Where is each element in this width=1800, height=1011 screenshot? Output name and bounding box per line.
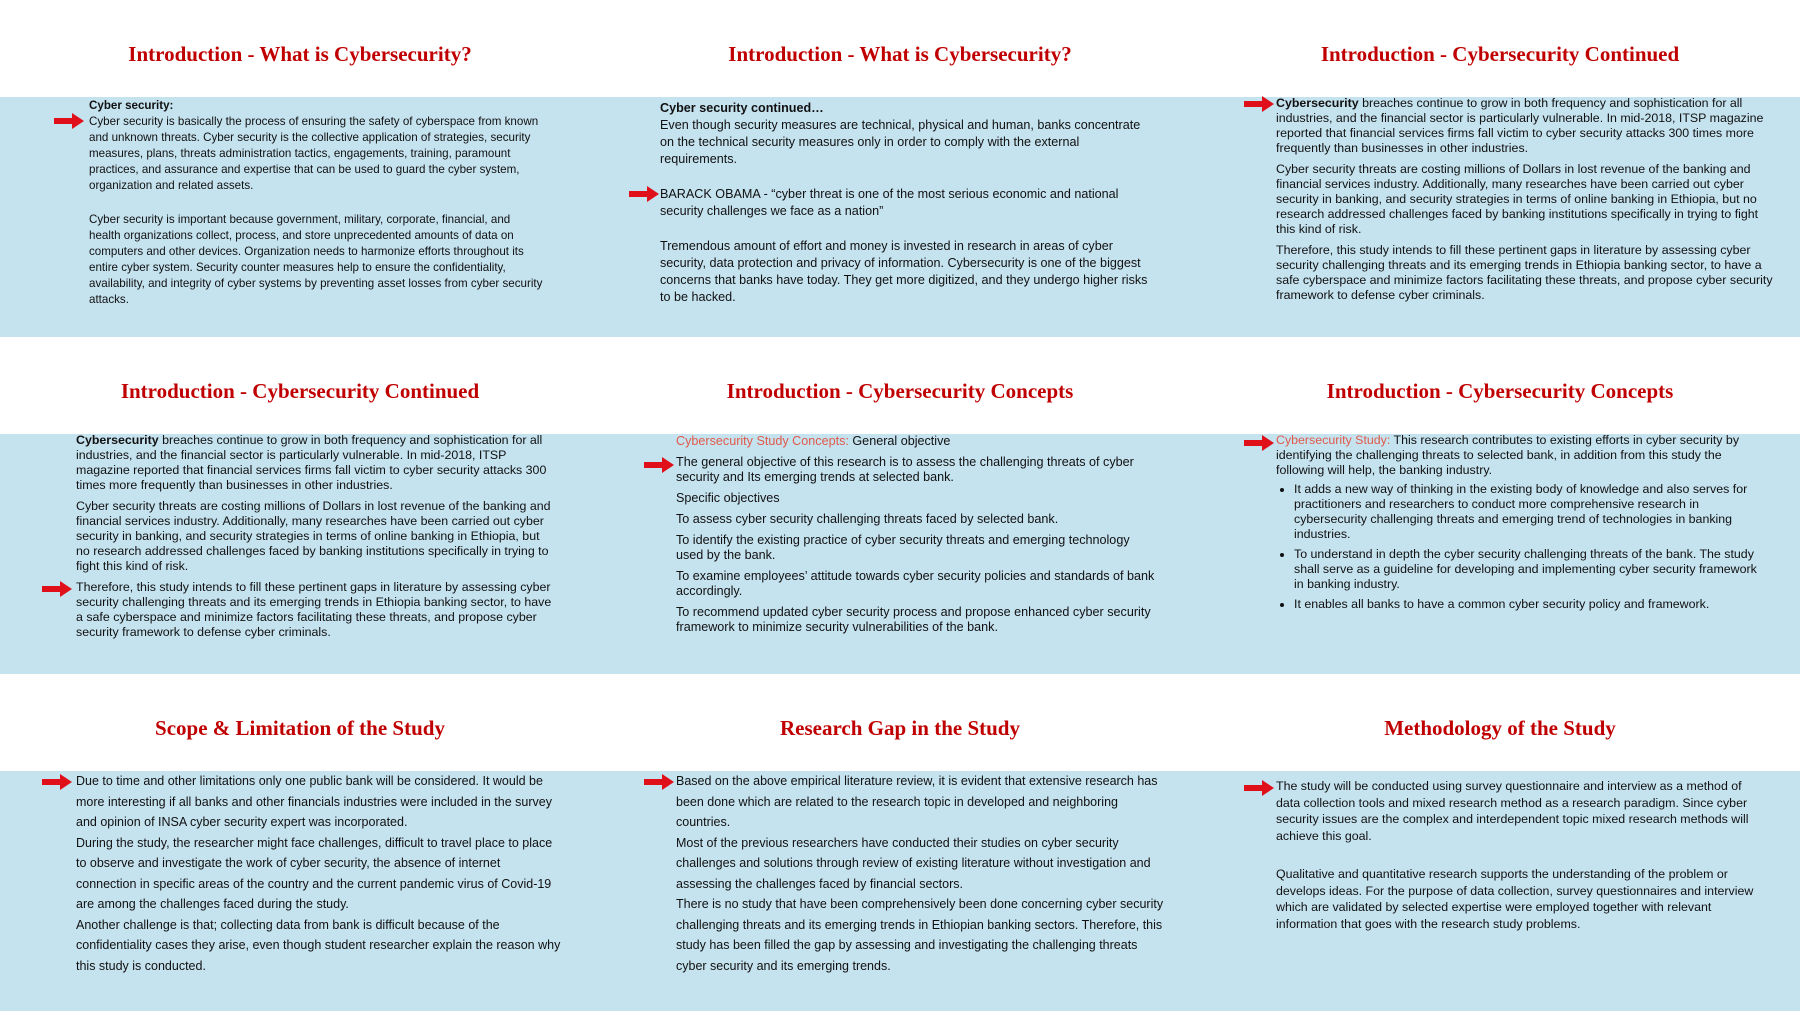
paragraph: Cyber security threats are costing millions of Dollars in lost revenue of the banking and financial services industry. Additionally, many researches have been carried out cyber security in banking, and security strategies in terms of online banking in Ethiopia, but no research addressed challenges faced by banking institutions specifically in trying to fight this kind of risk. [1276, 162, 1759, 236]
slide-1[interactable] [0, 0, 600, 337]
list-item: • To understand in depth the cyber security challenging threats of the bank. The study shall serve as a guideline for developing and implementing cyber security framework in banking industry. [1294, 547, 1766, 592]
red-arrow-icon [42, 774, 72, 790]
paragraph: To identify the existing practice of cyber security threats and emerging technology used by the bank. [676, 533, 1130, 562]
study-label: Cybersecurity Study: [1276, 433, 1391, 447]
red-arrow-icon [1244, 96, 1274, 112]
slide-title: Introduction - Cybersecurity Concepts [1326, 379, 1674, 403]
paragraph: BARACK OBAMA - “cyber threat is one of the most serious economic and national security challenges we face as a nation” [660, 187, 1119, 218]
red-arrow-icon [42, 581, 72, 597]
slide-6[interactable] [1200, 337, 1800, 674]
paragraph: The study will be conducted using survey questionnaire and interview as a method of data collection tools and mixed research method as a research paradigm. Since cyber security issues are the complex and interdependent topic mixed research methods will achieve this goal. [1276, 779, 1749, 843]
slide-heading: Cyber security continued… [660, 101, 824, 115]
slide-8[interactable] [600, 674, 1200, 1011]
slide-9[interactable] [1200, 674, 1800, 1011]
slide-title: Scope & Limitation of the Study [155, 716, 445, 740]
label-rest: General objective [848, 434, 951, 448]
paragraph: Specific objectives [676, 491, 780, 505]
paragraph: Based on the above empirical literature review, it is evident that extensive research has been done which are related to the research topic in developed and neighboring countries. [676, 774, 1158, 829]
red-arrow-icon [644, 774, 674, 790]
slide-body [89, 98, 544, 314]
slide-5[interactable] [600, 337, 1200, 674]
paragraph: Tremendous amount of effort and money is invested in research in areas of cyber security, data protection and privacy of information. Cybersecurity is one of the biggest concerns that banks have today. They get more digitized, and they undergo higher risks to be hacked. [660, 239, 1148, 304]
paragraph: Qualitative and quantitative research supports the understanding of the problem or develops ideas. For the purpose of data collection, survey questionnaires and interview which are validated by selected expertise were employed together with relevant information that goes with the research study problems. [1276, 867, 1754, 931]
slide-body [76, 433, 556, 646]
paragraph: Due to time and other limitations only one public bank will be considered. It would be more interesting if all banks and other financials industries were included in the survey and opinion of INSA cyber security expert was incorporated. [76, 774, 552, 829]
slide-title: Introduction - What is Cybersecurity? [128, 42, 472, 66]
paragraph: Another challenge is that; collecting data from bank is difficult because of the confidentiality cases they arise, even though student researcher explain the reason why this study is conducted. [76, 917, 561, 973]
paragraph: The general objective of this research is to assess the challenging threats of cyber security and Its emerging trends at selected bank. [676, 455, 1134, 484]
benefit-list [1276, 482, 1766, 612]
list-item: • It enables all banks to have a common cyber security policy and framework. [1294, 597, 1766, 612]
lead-word: Cybersecurity [1276, 96, 1359, 110]
paragraph: During the study, the researcher might face challenges, difficult to travel place to place to observe and investigate the work of cyber security, the absence of internet connection in specific areas of the country and the current pandemic virus of Covid-19 are among the challenges faced during the study. [76, 835, 553, 911]
slide-7[interactable] [0, 674, 600, 1011]
paragraph: There is no study that have been comprehensively been done concerning cyber security challenging threats and its emerging trends in Ethiopian banking sectors. Therefore, this study has been filled the gap by assessing and investigating the challenging threats cyber security and its emerging trends. [676, 897, 1164, 973]
paragraph: Cyber security is basically the process of ensuring the safety of cyberspace from known and unknown threats. Cyber security is the collective application of strategies, security measures, plans, threats administration tactics, engagements, training, paramount practices, and assurance and expertise that can be used to guard the cyber system, organization and related assets. [89, 115, 539, 192]
red-arrow-icon [1244, 435, 1274, 451]
paragraph: breaches continue to grow in both frequency and sophistication for all industries, and the financial sector is particularly vulnerable. In mid-2018, ITSP magazine reported that financial services firms fall victim to cyber security attacks 300 times more frequently than businesses in other industries. [76, 433, 547, 492]
paragraph: Therefore, this study intends to fill these pertinent gaps in literature by assessing cyber security challenging threats and its emerging trends in Ethiopia banking sector, to have a safe cyberspace and minimize factors facilitating these threats, and propose cyber security framework to defense cyber criminals. [76, 580, 552, 639]
red-arrow-icon [54, 113, 84, 129]
slide-2[interactable] [600, 0, 1200, 337]
slide-body [76, 771, 564, 976]
slide-body [676, 434, 1156, 641]
red-arrow-icon [644, 457, 674, 473]
slide-4[interactable] [0, 337, 600, 674]
slide-heading: Cyber security: [89, 99, 174, 112]
list-item: • It adds a new way of thinking in the existing body of knowledge and also serves for practitioners and researchers to conduct more comprehensive research in cybersecurity challenging threats and emerging trend of technologies in banking industries. [1294, 482, 1766, 542]
intro-text: This research contributes to existing efforts in cyber security by identifying the challenging threats to selected bank, in addition from this study the following will help, the banking industry. [1276, 433, 1740, 477]
slide-body [660, 100, 1150, 312]
slide-title: Introduction - Cybersecurity Concepts [726, 379, 1074, 403]
slide-title: Introduction - Cybersecurity Continued [1320, 42, 1680, 66]
slide-body [1276, 433, 1766, 617]
paragraph: To recommend updated cyber security process and propose enhanced cyber security framework to minimize security vulnerabilities of the bank. [676, 605, 1151, 634]
paragraph: breaches continue to grow in both frequency and sophistication for all industries, and the financial sector is particularly vulnerable. In mid-2018, ITSP magazine reported that financial services firms fall victim to cyber security attacks 300 times more frequently than businesses in other industries. [1276, 96, 1764, 155]
slide-body [676, 771, 1166, 976]
red-arrow-icon [629, 186, 659, 202]
slide-title: Introduction - Cybersecurity Continued [120, 379, 480, 403]
paragraph: Therefore, this study intends to fill these pertinent gaps in literature by assessing cyber security challenging threats and its emerging trends in Ethiopia banking sector, to have a safe cyberspace and minimize factors facilitating these threats, and propose cyber security framework to defense cyber criminals. [1276, 243, 1773, 302]
paragraph: Most of the previous researchers have conducted their studies on cyber security challenges and solutions through review of existing literature without investigation and assessing the challenges faced by financial sectors. [676, 835, 1151, 891]
paragraph: Cyber security is important because government, military, corporate, financial, and health organizations collect, process, and store unprecedented amounts of data on computers and other devices. Organization needs to harmonize efforts throughout its entire cyber system. Security counter measures help to ensure the confidentiality, availability, and integrity of cyber systems by preventing asset losses from cyber security attacks. [89, 213, 543, 306]
lead-word: Cybersecurity [76, 433, 159, 447]
slide-body [1276, 96, 1776, 309]
slide-title: Research Gap in the Study [780, 716, 1020, 740]
red-arrow-icon [1244, 780, 1274, 796]
concepts-label: Cybersecurity Study Concepts: [676, 434, 849, 448]
paragraph: To assess cyber security challenging threats faced by selected bank. [676, 512, 1059, 526]
slide-title: Introduction - What is Cybersecurity? [728, 42, 1072, 66]
slide-body [1276, 778, 1766, 932]
paragraph: To examine employees’ attitude towards cyber security policies and standards of bank accordingly. [676, 569, 1155, 598]
paragraph: Even though security measures are technical, physical and human, banks concentrate on the technical security measures only in order to comply with the external requirements. [660, 118, 1141, 166]
slide-3[interactable] [1200, 0, 1800, 337]
slide-title: Methodology of the Study [1384, 716, 1616, 740]
paragraph: Cyber security threats are costing millions of Dollars in lost revenue of the banking and financial services industry. Additionally, many researches have been carried out cyber security in banking, and security strategies in terms of online banking in Ethiopia, but no research addressed challenges faced by banking institutions specifically in trying to fight this kind of risk. [76, 499, 551, 573]
